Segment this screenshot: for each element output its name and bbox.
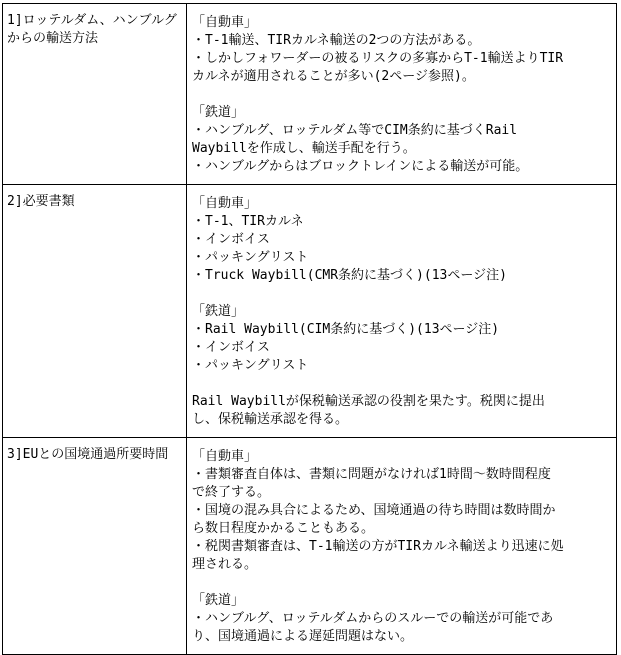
- content-line: ・しかしフォワーダーの被るリスクの多寡からT-1輸送よりTIR: [192, 51, 564, 66]
- content-line: ・インボイス: [192, 232, 270, 247]
- row-label: 2]必要書類: [7, 194, 75, 209]
- content-line: ら数日程度かかることもある。: [192, 521, 375, 536]
- section-heading: 「自動車」: [192, 449, 258, 464]
- section-heading: 「自動車」: [192, 196, 258, 211]
- row-label-cell: [3, 4, 187, 185]
- content-line: カルネが適用されることが多い(2ページ参照)。: [192, 69, 475, 84]
- content-line: ・Rail Waybill(CIM条約に基づく)(13ページ注): [192, 322, 500, 337]
- content-line: ・税関書類審査は、T-1輸送の方がTIRカルネ輸送より迅速に処: [192, 539, 564, 554]
- row-content-cell: [187, 438, 617, 655]
- document-table: [2, 3, 617, 655]
- row-label-cell: [3, 185, 187, 438]
- section-heading: 「鉄道」: [192, 593, 245, 608]
- section-heading: 「鉄道」: [192, 105, 245, 120]
- content-line: ・インボイス: [192, 340, 270, 355]
- content-line: ・パッキングリスト: [192, 250, 309, 265]
- row-content-cell: [187, 4, 617, 185]
- content-line: ・国境の混み具合によるため、国境通過の待ち時間は数時間か: [192, 503, 556, 518]
- content-line: で終了する。: [192, 485, 271, 500]
- content-line: ・ハンブルグ、ロッテルダム等でCIM条約に基づくRail: [192, 123, 518, 138]
- content-line: ・Truck Waybill(CMR条約に基づく)(13ページ注): [192, 268, 507, 283]
- table-row: [3, 185, 617, 438]
- row-content: [187, 185, 616, 437]
- row-content: [187, 4, 616, 184]
- content-line: ・書類審査自体は、書類に問題がなければ1時間～数時間程度: [192, 467, 551, 482]
- section-spacer: [192, 574, 610, 592]
- section-heading: 「鉄道」: [192, 304, 245, 319]
- content-line: ・ハンブルグ、ロッテルダムからのスルーでの輸送が可能であ: [192, 611, 554, 626]
- content-line: ・ハンブルグからはブロックトレインによる輸送が可能。: [192, 159, 529, 174]
- content-line: Waybillを作成し、輸送手配を行う。: [192, 141, 416, 156]
- table-row: [3, 4, 617, 185]
- row-label: 3]EUとの国境通過所要時間: [7, 447, 169, 462]
- section-spacer: [192, 285, 610, 303]
- content-line: 理される。: [192, 557, 258, 572]
- content-line: ・T-1、TIRカルネ: [192, 214, 304, 229]
- row-label: 1]ロッテルダム、ハンブルグからの輸送方法: [7, 13, 177, 46]
- table-body: [3, 4, 617, 655]
- content-line: し、保税輸送承認を得る。: [192, 412, 349, 427]
- content-line: ・T-1輸送、TIRカルネ輸送の2つの方法がある。: [192, 33, 481, 48]
- content-line: り、国境通過による遅延問題はない。: [192, 629, 414, 644]
- section-spacer: [192, 86, 610, 104]
- content-line: Rail Waybillが保税輸送承認の役割を果たす。税関に提出: [192, 394, 545, 409]
- row-content: [187, 438, 616, 654]
- table-row: [3, 438, 617, 655]
- section-spacer: [192, 375, 610, 393]
- section-heading: 「自動車」: [192, 15, 258, 30]
- content-line: ・パッキングリスト: [192, 358, 309, 373]
- row-content-cell: [187, 185, 617, 438]
- row-label-cell: [3, 438, 187, 655]
